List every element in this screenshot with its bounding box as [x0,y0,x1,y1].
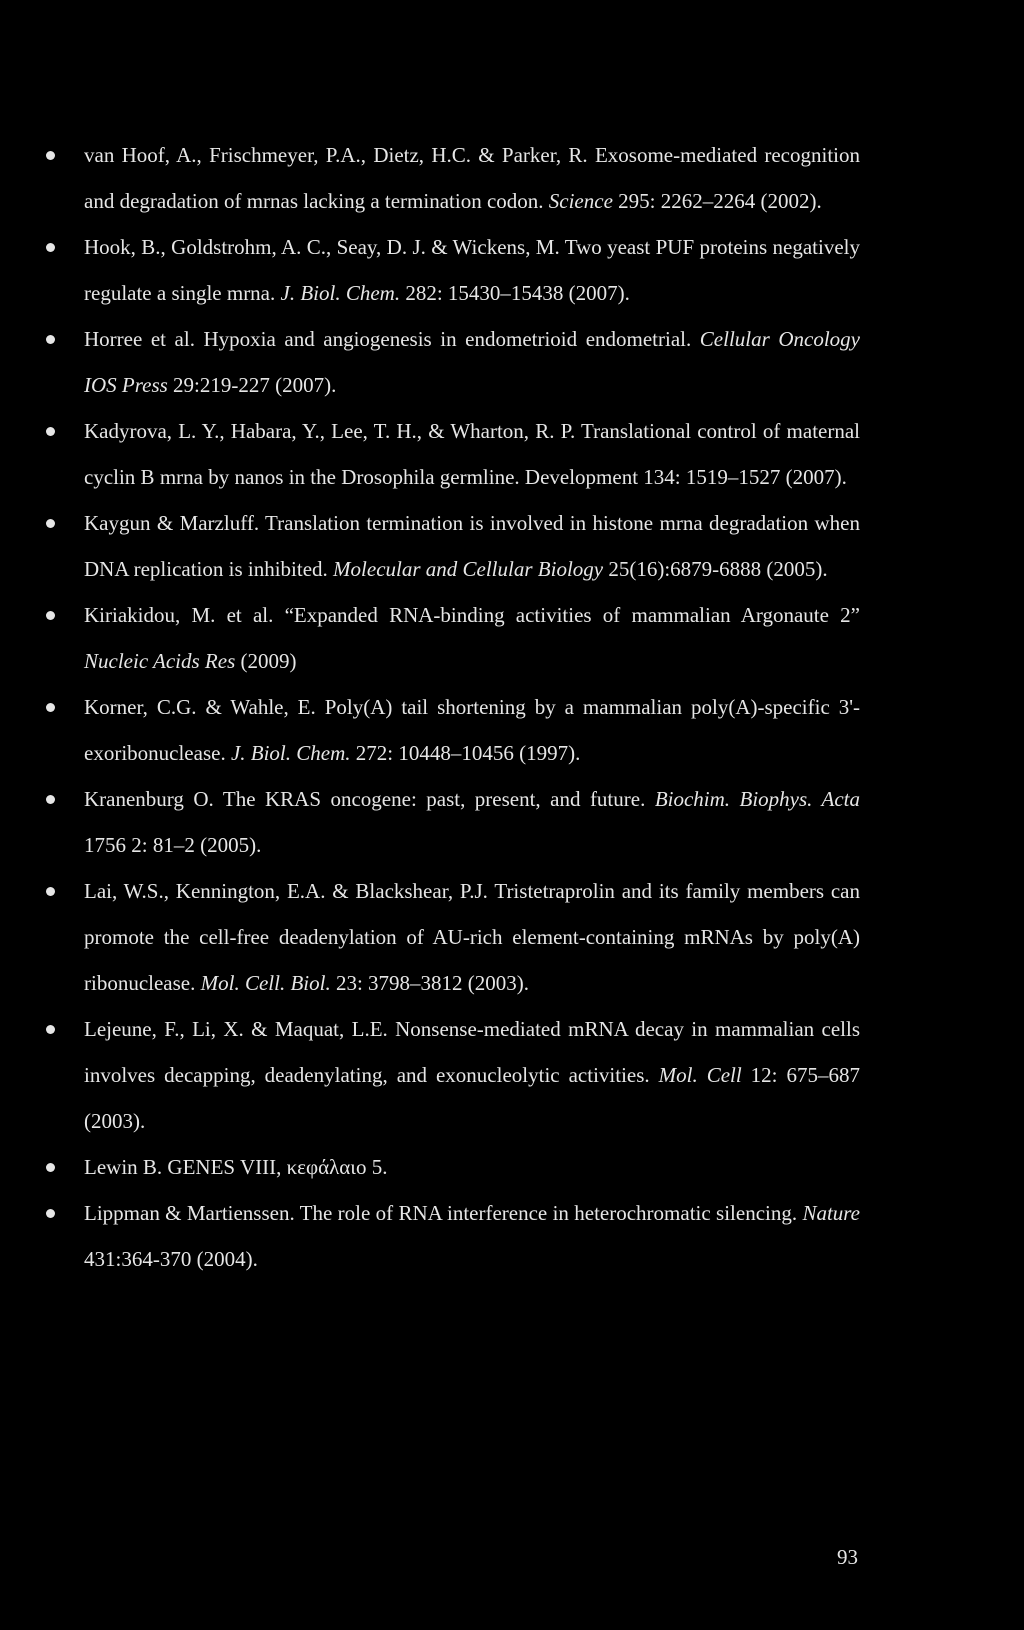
bullet-icon [46,703,55,712]
reference-item [84,500,860,592]
reference-text: 29:219-227 (2007). [167,373,337,397]
bullet-icon [46,1209,55,1218]
reference-text: Lejeune, F., Li, X. & Maquat, L.E. Nonsense-mediated mRNA decay in mammalian cells involves decapping, deadenylating, and exonucleolytic activities. [84,1017,860,1087]
bullet-icon [46,795,55,804]
reference-item [84,684,860,776]
reference-item [84,132,860,224]
reference-text: van Hoof, A., Frischmeyer, P.A., Dietz, H.C. & Parker, R. Exosome-mediated recognition and degradation of mrnas lacking a termination codon. [84,143,860,213]
reference-item [84,868,860,1006]
reference-journal: Science [548,189,613,213]
bullet-icon [46,1025,55,1034]
reference-text: 272: 10448–10456 (1997). [350,741,581,765]
bullet-icon [46,243,55,252]
bullet-icon [46,427,55,436]
reference-text: Hook, B., Goldstrohm, A. C., Seay, D. J. & Wickens, M. Two yeast PUF proteins negatively regulate a single mrna. [84,235,860,305]
reference-text: Kaygun & Marzluff. Translation termination is involved in histone mrna degradation when DNA replication is inhibited. [84,511,860,581]
bullet-icon [46,887,55,896]
reference-journal: Nature [802,1201,860,1225]
reference-text: 12: 675–687 (2003). [84,1063,860,1133]
reference-text: 1756 2: 81–2 (2005). [84,833,262,857]
page-number: 93 [837,1545,858,1569]
reference-text: Lippman & Martienssen. The role of RNA interference in heterochromatic silencing. [84,1201,803,1225]
reference-journal: Biochim. Biophys. Acta [654,787,860,811]
reference-item [84,776,860,868]
reference-text: 282: 15430–15438 (2007). [400,281,630,305]
reference-text: Korner, C.G. & Wahle, E. Poly(A) tail shortening by a mammalian poly(A)-specific 3'-exoribonuclease. [84,695,860,765]
reference-item [84,1006,860,1144]
reference-list [84,132,860,1282]
reference-journal: J. Biol. Chem. [280,281,401,305]
bullet-icon [46,335,55,344]
bullet-icon [46,611,55,620]
reference-journal: Mol. Cell. Biol. [200,971,331,995]
reference-text: Kadyrova, L. Y., Habara, Y., Lee, T. H., & Wharton, R. P. Translational control of maternal cyclin B mrna by nanos in the Drosophila germline. Development 134: 1519–1527 (2007). [84,419,860,489]
reference-item [84,408,860,500]
reference-journal: Cellular Oncology IOS Press [84,327,860,397]
reference-text: 295: 2262–2264 (2002). [612,189,822,213]
reference-item [84,1144,860,1190]
bullet-icon [46,1163,55,1172]
reference-text: Horree et al. Hypoxia and angiogenesis in endometrioid endometrial. [84,327,700,351]
reference-item [84,592,860,684]
reference-text: Kiriakidou, M. et al. “Expanded RNA-binding activities of mammalian Argonaute 2” [84,603,860,627]
bullet-icon [46,151,55,160]
reference-text: Lai, W.S., Kennington, E.A. & Blackshear, P.J. Tristetraprolin and its family members can promote the cell-free deadenylation of AU-rich element-containing mRNAs by poly(A) ribonuclease. [84,879,860,995]
reference-text: 25(16):6879-6888 (2005). [603,557,828,581]
reference-text: (2009) [235,649,297,673]
reference-journal: Mol. Cell [658,1063,742,1087]
reference-text: Lewin B. GENES VIII, κεφάλαιο 5. [84,1155,388,1179]
bullet-icon [46,519,55,528]
reference-text: Kranenburg O. The KRAS oncogene: past, present, and future. [84,787,655,811]
reference-text: 23: 3798–3812 (2003). [330,971,530,995]
reference-item [84,316,860,408]
reference-journal: Nucleic Acids Res [84,649,236,673]
reference-item [84,224,860,316]
reference-text: 431:364-370 (2004). [84,1247,258,1271]
reference-journal: Molecular and Cellular Biology [333,557,604,581]
reference-journal: J. Biol. Chem. [230,741,351,765]
reference-item [84,1190,860,1282]
